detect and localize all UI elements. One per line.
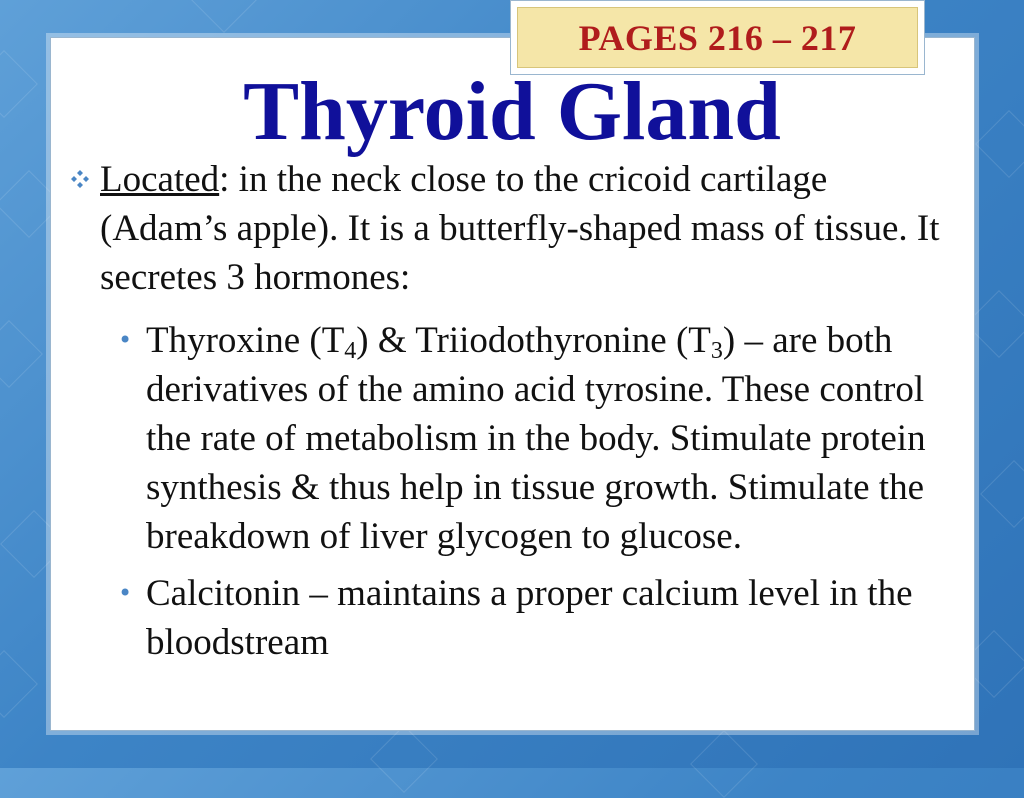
background-tile — [0, 320, 43, 388]
located-text: : in the neck close to the cricoid cartilage (Adam’s apple). It is a butterfly-shaped mass of tissue. It secretes 3 hormones: — [100, 159, 940, 298]
t4-subscript: 4 — [344, 338, 357, 364]
pages-tag-label-box — [517, 7, 918, 68]
background-tile — [980, 460, 1024, 528]
background-tile — [370, 725, 438, 793]
calcitonin-text: Calcitonin – maintains a proper calcium level in the bloodstream — [146, 573, 913, 663]
dot-bullet-icon: • — [118, 579, 133, 607]
bullet-calcitonin — [62, 569, 942, 667]
slide-content — [62, 155, 942, 667]
thyroxine-text-2: ) & Triiodothyronine (T — [356, 320, 711, 361]
located-label: Located — [100, 159, 220, 200]
thyroxine-text-3: ) – are both derivatives of the amino acid tyrosine. These control the rate of metabolism in the body. Stimulate protein synthesis & thus help in tissue growth. Stimulate the breakdown of liver glycogen to glucose. — [146, 320, 926, 557]
four-diamond-bullet-icon — [70, 169, 90, 189]
bullet-located — [62, 155, 942, 302]
background-tile — [0, 650, 38, 718]
background-tile — [190, 0, 258, 33]
pages-tag-text: PAGES 216 – 217 — [578, 17, 857, 58]
bullet-thyroxine — [62, 316, 942, 561]
background-tile — [690, 730, 758, 798]
thyroxine-text-1: Thyroxine (T — [146, 320, 345, 361]
slide-title: Thyroid Gland — [243, 65, 781, 158]
t3-subscript: 3 — [710, 338, 723, 364]
dot-bullet-icon: • — [118, 326, 133, 354]
